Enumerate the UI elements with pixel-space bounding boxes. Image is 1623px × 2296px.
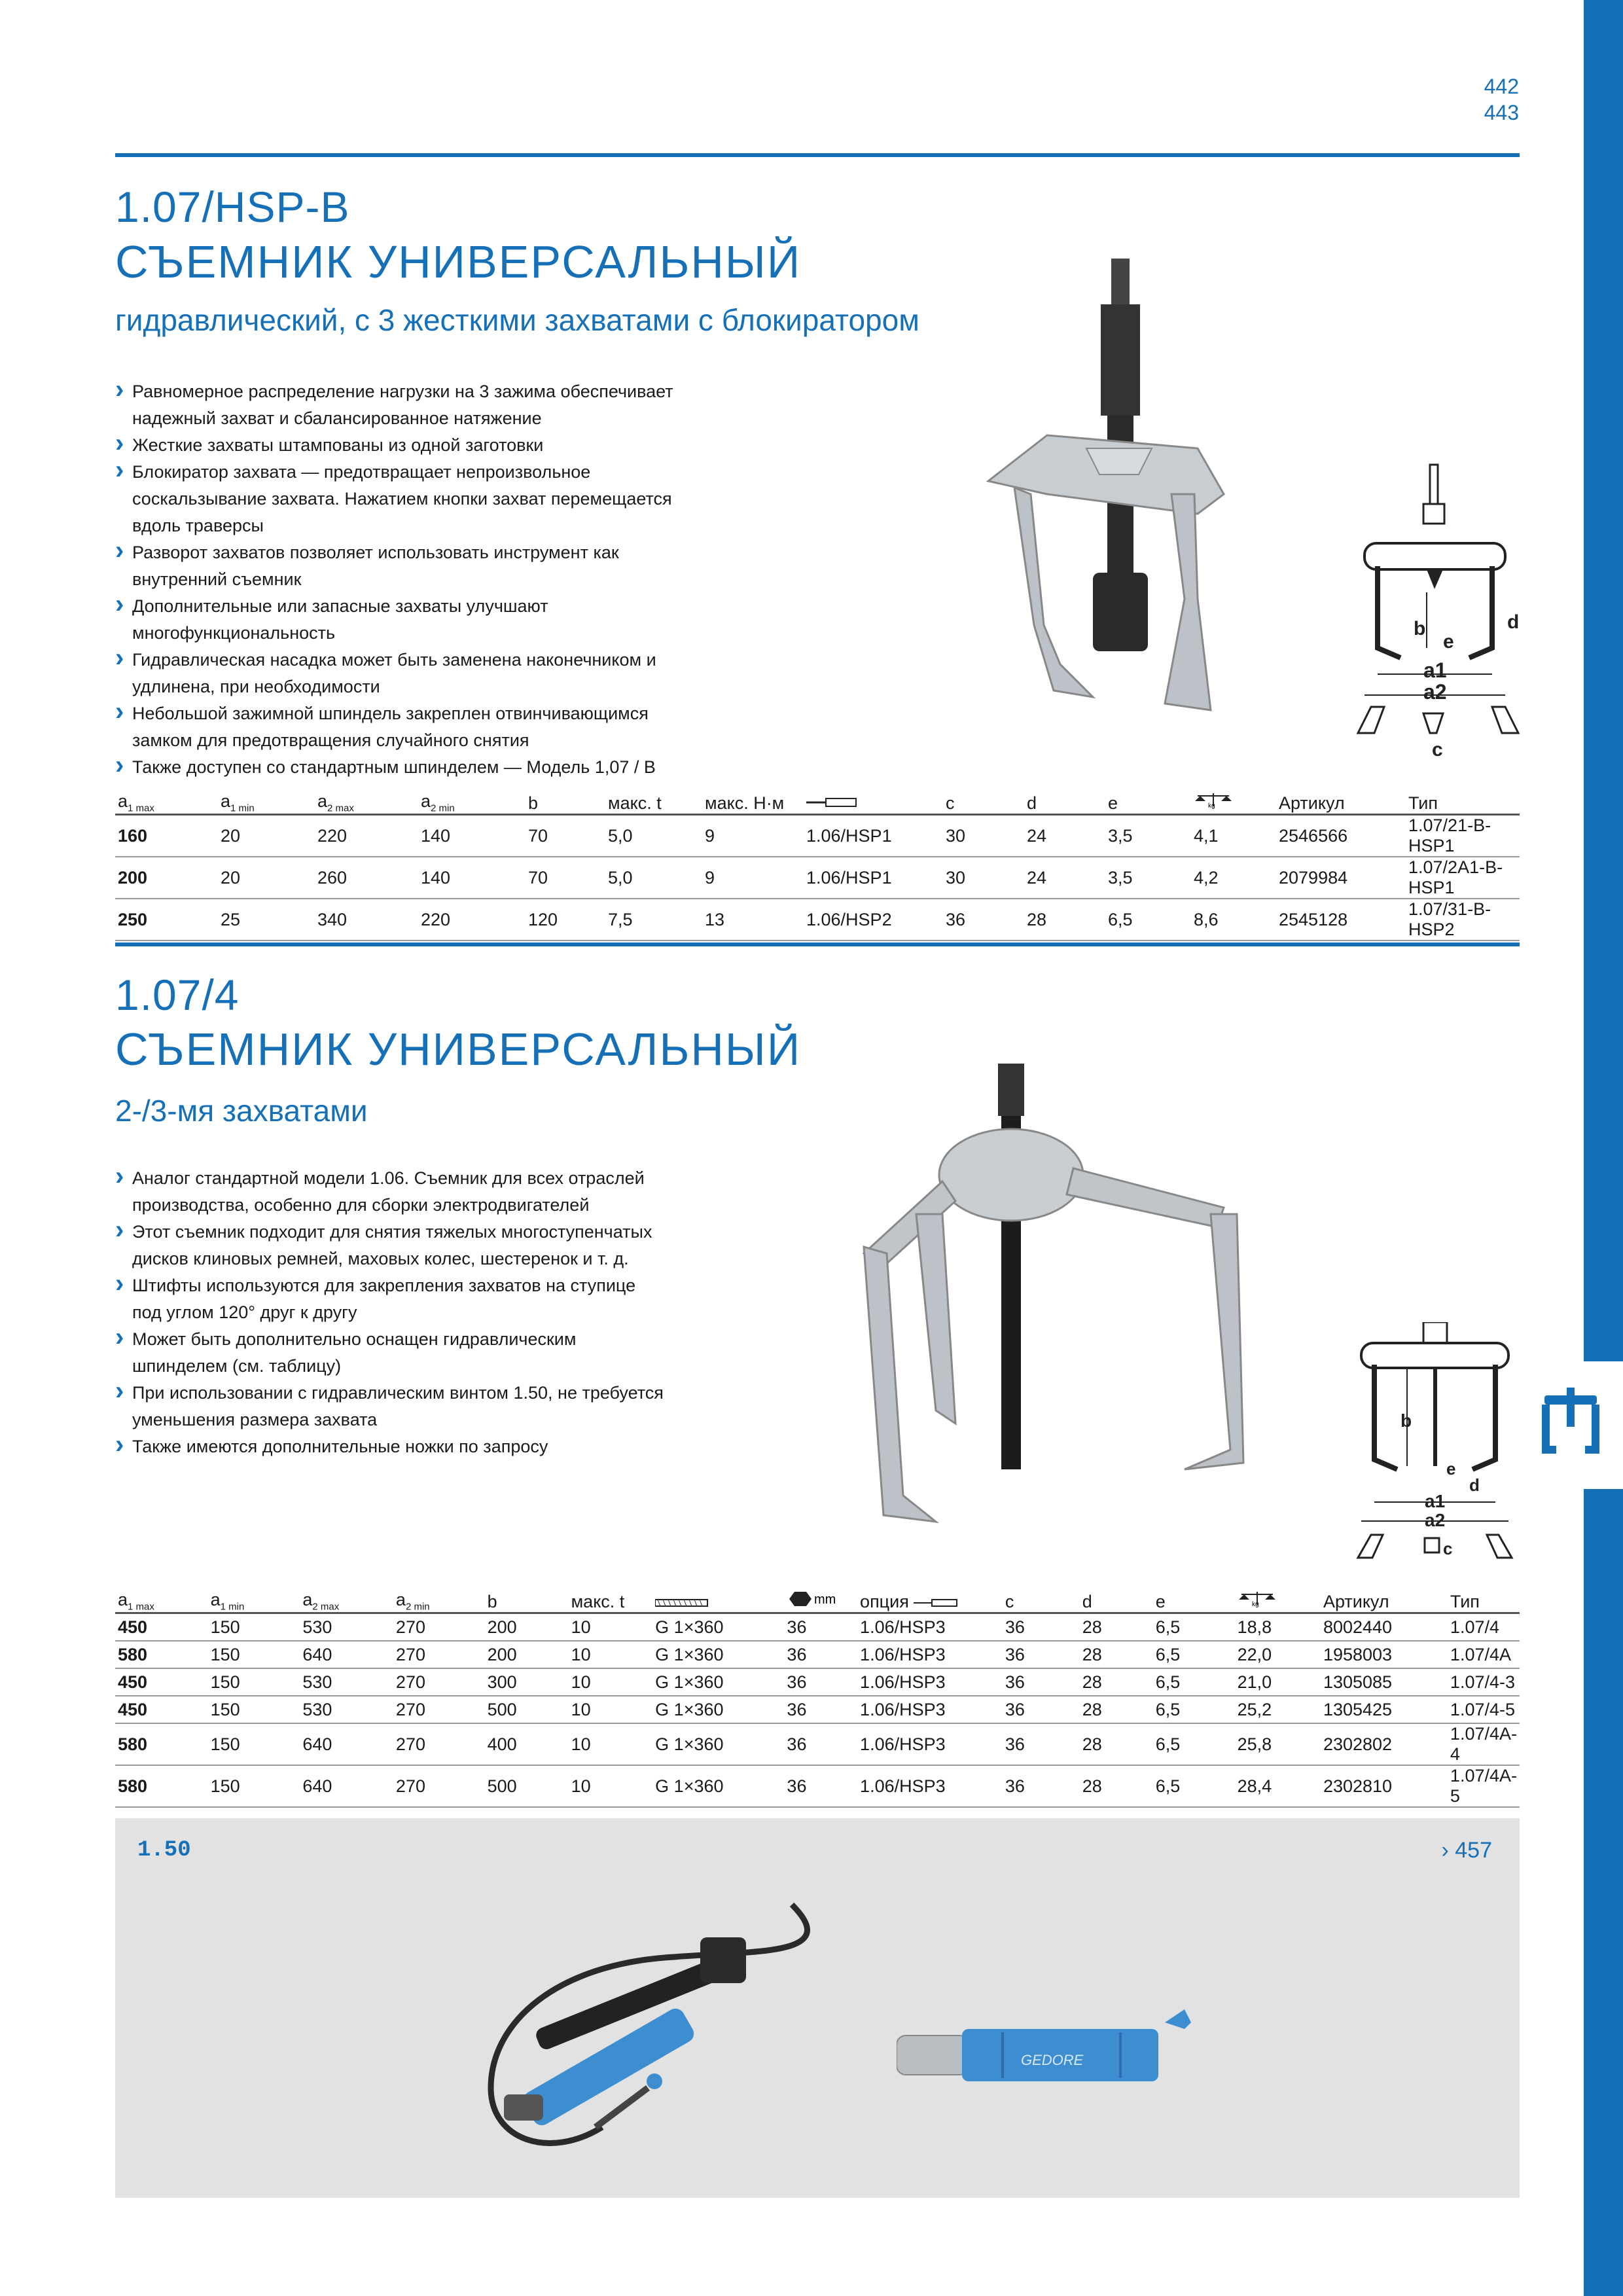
col-header: Артикул bbox=[1321, 1587, 1448, 1613]
col-header: d bbox=[1080, 1587, 1153, 1613]
page-number-right: 443 bbox=[1484, 101, 1519, 124]
table-row: 160 20 220 140 70 5,0 9 1.06/HSP1 30 24 3,5 4,1 2546566 1.07/21-B-HSP1 bbox=[115, 815, 1520, 857]
svg-text:kg: kg bbox=[1208, 802, 1215, 809]
diagram-label: e bbox=[1443, 631, 1454, 653]
diagram-label: b bbox=[1400, 1410, 1412, 1431]
diagram-label: b bbox=[1414, 618, 1426, 639]
col-header: b bbox=[485, 1587, 569, 1613]
col-header: Тип bbox=[1448, 1587, 1520, 1613]
table-row: 200 20 260 140 70 5,0 9 1.06/HSP1 30 24 3,5 4,2 2079984 1.07/2A1-B-HSP1 bbox=[115, 857, 1520, 899]
feature-item: › Гидравлическая насадка может быть заменена наконечником и удлинена, при необходимости bbox=[115, 647, 691, 700]
diagram-label: a2 bbox=[1425, 1510, 1446, 1530]
col-header: $a_{2 min}$ bbox=[418, 789, 526, 815]
dimension-diagram bbox=[1351, 1322, 1528, 1564]
product-subtitle: 2-/3-мя захватами bbox=[115, 1094, 368, 1128]
table-row: 580 150 640 270 500 10 G 1×360 36 1.06/HSP3 36 28 6,5 28,4 2302810 1.07/4A-5 bbox=[115, 1765, 1520, 1807]
spindle-thread-icon bbox=[652, 1587, 784, 1613]
product-code: 1.07/4 bbox=[115, 971, 240, 1019]
feature-item: › Равномерное распределение нагрузки на 3 зажима обеспечивает надежный захват и сбалансированное натяжение bbox=[115, 378, 691, 432]
section-divider bbox=[115, 942, 1520, 946]
col-header: $a_{1 min}$ bbox=[218, 789, 315, 815]
product-title: СЪЕМНИК УНИВЕРСАЛЬНЫЙ bbox=[115, 1024, 802, 1075]
col-header: e bbox=[1153, 1587, 1235, 1613]
section-divider bbox=[115, 153, 1520, 157]
svg-text:mm: mm bbox=[814, 1592, 836, 1607]
product-subtitle: гидравлический, с 3 жесткими захватами с блокиратором bbox=[115, 303, 919, 337]
diagram-label: a2 bbox=[1423, 680, 1447, 704]
diagram-label: c bbox=[1443, 1539, 1453, 1558]
col-header: макс. t bbox=[605, 789, 702, 815]
col-header: e bbox=[1105, 789, 1191, 815]
hydraulic-cylinder-photo bbox=[897, 2009, 1224, 2108]
table-row: 450 150 530 270 200 10 G 1×360 36 1.06/HSP3 36 28 6,5 18,8 8002440 1.07/4 bbox=[115, 1613, 1520, 1641]
brand-label: GEDORE bbox=[1021, 2052, 1084, 2068]
col-header: $a_{1 max}$ bbox=[115, 789, 218, 815]
col-header: макс. t bbox=[569, 1587, 653, 1613]
spec-table bbox=[115, 789, 1520, 941]
hydraulic-pump-photo bbox=[478, 1878, 844, 2166]
product-title: СЪЕМНИК УНИВЕРСАЛЬНЫЙ bbox=[115, 236, 802, 287]
col-header: Артикул bbox=[1276, 789, 1406, 815]
page-number-left: 442 bbox=[1484, 75, 1519, 98]
feature-item: › Также доступен со стандартным шпинделем — Модель 1,07 / B bbox=[115, 754, 691, 781]
col-header: $a_{2 min}$ bbox=[393, 1587, 485, 1613]
feature-item: › Дополнительные или запасные захваты улучшают многофункциональность bbox=[115, 593, 691, 647]
table-row: 580 150 640 270 400 10 G 1×360 36 1.06/HSP3 36 28 6,5 25,8 2302802 1.07/4A-4 bbox=[115, 1723, 1520, 1765]
svg-text:kg: kg bbox=[1251, 1601, 1259, 1607]
feature-item: › Жесткие захваты штампованы из одной заготовки bbox=[115, 432, 691, 459]
feature-item: › При использовании с гидравлическим винтом 1.50, не требуется уменьшения размера захвата bbox=[115, 1380, 665, 1433]
feature-item: › Аналог стандартной модели 1.06. Съемник для всех отраслей производства, особенно для сборки электродвигателей bbox=[115, 1165, 665, 1219]
table-row: 450 150 530 270 500 10 G 1×360 36 1.06/HSP3 36 28 6,5 25,2 1305425 1.07/4-5 bbox=[115, 1696, 1520, 1723]
spec-table bbox=[115, 1587, 1520, 1808]
col-header: макс. Н·м bbox=[702, 789, 804, 815]
weight-icon bbox=[1191, 789, 1276, 815]
accessory-ref: 1.50 bbox=[137, 1838, 191, 1863]
product-photo bbox=[844, 1057, 1276, 1528]
feature-item: › Этот съемник подходит для снятия тяжелых многоступенчатых дисков клиновых ремней, маховых колес, шестеренок и т. д. bbox=[115, 1219, 665, 1272]
table-row: 450 150 530 270 300 10 G 1×360 36 1.06/HSP3 36 28 6,5 21,0 1305085 1.07/4-3 bbox=[115, 1668, 1520, 1696]
side-color-bar bbox=[1584, 0, 1623, 2296]
feature-item: › Штифты используются для закрепления захватов на ступице под углом 120° друг к другу bbox=[115, 1272, 665, 1326]
feature-item: › Небольшой зажимной шпиндель закреплен отвинчивающимся замком для предотвращения случайного снятия bbox=[115, 700, 691, 754]
diagram-label: a1 bbox=[1423, 658, 1447, 682]
feature-list bbox=[115, 378, 691, 781]
col-header: d bbox=[1024, 789, 1105, 815]
feature-item: › Разворот захватов позволяет использовать инструмент как внутренний съемник bbox=[115, 539, 691, 593]
weight-icon bbox=[1235, 1587, 1321, 1613]
col-header: $a_{2 max}$ bbox=[315, 789, 418, 815]
diagram-label: e bbox=[1446, 1459, 1456, 1479]
table-row: 250 25 340 220 120 7,5 13 1.06/HSP2 36 28 6,5 8,6 2545128 1.07/31-B-HSP2 bbox=[115, 899, 1520, 941]
diagram-label: d bbox=[1507, 611, 1520, 633]
feature-item: › Блокиратор захвата — предотвращает непроизвольное соскальзывание захвата. Нажатием кнопки захват перемещается вдоль траверсы bbox=[115, 459, 691, 539]
feature-item: › Может быть дополнительно оснащен гидравлическим шпинделем (см. таблицу) bbox=[115, 1326, 665, 1380]
table-row: 580 150 640 270 200 10 G 1×360 36 1.06/HSP3 36 28 6,5 22,0 1958003 1.07/4A bbox=[115, 1641, 1520, 1668]
hydraulic-spindle-icon bbox=[804, 789, 943, 815]
col-header: $a_{1 max}$ bbox=[115, 1587, 208, 1613]
puller-tab-icon bbox=[1538, 1388, 1603, 1460]
product-code: 1.07/HSP-B bbox=[115, 183, 350, 231]
col-header: Тип bbox=[1406, 789, 1520, 815]
feature-list bbox=[115, 1165, 665, 1460]
col-header: c bbox=[1003, 1587, 1080, 1613]
col-header: $a_{1 min}$ bbox=[208, 1587, 300, 1613]
col-header: опция bbox=[857, 1587, 1003, 1613]
page-ref-link[interactable]: › 457 bbox=[1441, 1838, 1492, 1863]
col-header: b bbox=[526, 789, 605, 815]
wrench-size-icon bbox=[784, 1587, 857, 1613]
feature-item: › Также имеются дополнительные ножки по запросу bbox=[115, 1433, 665, 1460]
product-photo bbox=[969, 259, 1243, 736]
col-header: $a_{2 max}$ bbox=[300, 1587, 393, 1613]
diagram-label: d bbox=[1469, 1475, 1480, 1495]
dimension-diagram bbox=[1351, 458, 1528, 759]
col-header: c bbox=[943, 789, 1024, 815]
diagram-label: c bbox=[1432, 739, 1443, 759]
diagram-label: a1 bbox=[1425, 1491, 1446, 1511]
